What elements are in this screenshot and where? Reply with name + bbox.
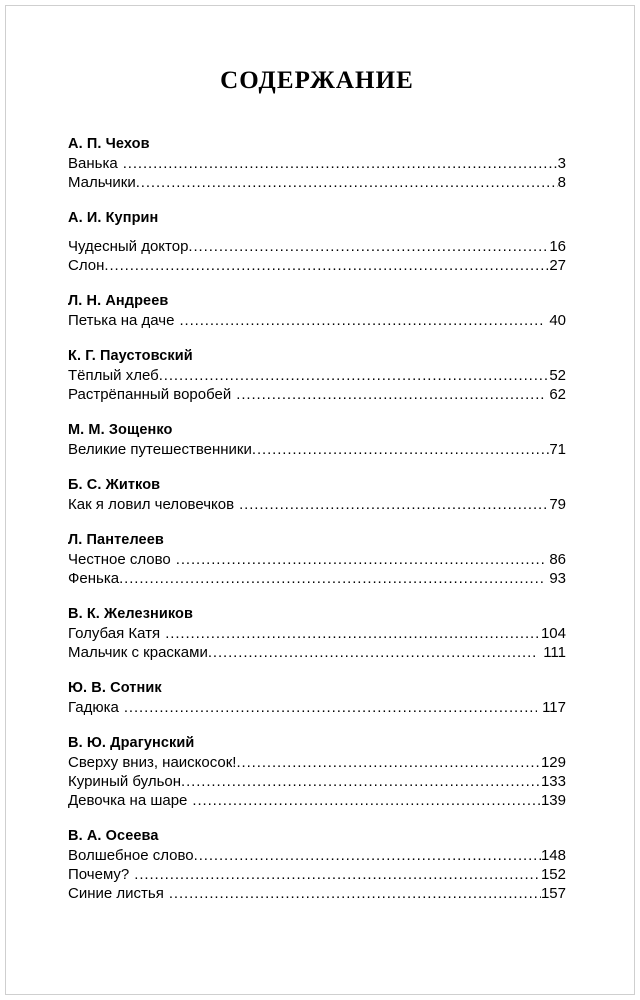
- toc-entry-page-number: 129: [540, 754, 566, 771]
- dot-leader: [236, 387, 544, 402]
- toc-entry-list: [68, 753, 566, 810]
- toc-entry[interactable]: [68, 311, 566, 330]
- toc-entry[interactable]: [68, 753, 566, 772]
- toc-entry-page-number: 27: [549, 257, 566, 274]
- toc-sections: [68, 135, 566, 903]
- dot-leader: [124, 700, 537, 715]
- toc-entry-list: [68, 550, 566, 588]
- toc-entry-list: [68, 440, 566, 459]
- dot-leader: [208, 645, 538, 660]
- toc-entry-title: Гадюка: [68, 699, 119, 716]
- toc-entry-title: Девочка на шаре: [68, 792, 188, 809]
- dot-leader: [119, 571, 544, 586]
- author-heading: А. П. Чехов: [68, 136, 150, 152]
- toc-entry[interactable]: [68, 846, 566, 865]
- toc-entry-page-number: 104: [540, 625, 566, 642]
- toc-entry-page-number: 62: [549, 386, 566, 403]
- toc-entry-page-number: 52: [549, 367, 566, 384]
- toc-entry-list: [68, 846, 566, 903]
- author-heading: В. А. Осеева: [68, 828, 159, 844]
- author-heading: К. Г. Паустовский: [68, 348, 193, 364]
- toc-entry[interactable]: [68, 643, 566, 662]
- author-heading: Ю. В. Сотник: [68, 680, 162, 696]
- author-heading: Б. С. Житков: [68, 477, 161, 493]
- toc-entry-page-number: 79: [549, 496, 566, 513]
- author-heading: Л. Н. Андреев: [68, 293, 169, 309]
- dot-leader: [188, 239, 549, 254]
- toc-entry-title: Растрёпанный воробей: [68, 386, 232, 403]
- author-heading: Л. Пантелеев: [68, 532, 164, 548]
- dot-leader: [179, 313, 544, 328]
- toc-entry[interactable]: [68, 550, 566, 569]
- toc-entry-page-number: 133: [540, 773, 566, 790]
- toc-section: [68, 421, 566, 459]
- dot-leader: [181, 774, 541, 789]
- toc-entry[interactable]: [68, 791, 566, 810]
- toc-entry-title: Куриный бульон: [68, 773, 182, 790]
- dot-leader: [169, 886, 541, 901]
- toc-entry-list: [68, 237, 566, 275]
- dot-leader: [236, 755, 540, 770]
- toc-entry-title: Чудесный доктор: [68, 238, 189, 255]
- toc-section: [68, 605, 566, 662]
- toc-entry-page-number: 40: [549, 312, 566, 329]
- dot-leader: [176, 552, 545, 567]
- toc-entry-title: Как я ловил человечков: [68, 496, 235, 513]
- toc-entry-title: Тёплый хлеб: [68, 367, 159, 384]
- toc-entry[interactable]: [68, 366, 566, 385]
- toc-entry-list: [68, 624, 566, 662]
- toc-entry-page-number: 8: [557, 174, 566, 191]
- toc-entry-title: Почему?: [68, 866, 130, 883]
- dot-leader: [165, 626, 541, 641]
- toc-entry-page-number: 93: [549, 570, 566, 587]
- dot-leader: [239, 497, 549, 512]
- toc-entry-title: Синие листья: [68, 885, 164, 902]
- toc-entry-page-number: 111: [543, 644, 566, 661]
- dot-leader: [194, 848, 541, 863]
- toc-entry-list: [68, 698, 566, 717]
- toc-entry-page-number: 86: [549, 551, 566, 568]
- dot-leader: [136, 175, 558, 190]
- toc-entry-title: Волшебное слово: [68, 847, 194, 864]
- toc-entry[interactable]: [68, 865, 566, 884]
- toc-content: [68, 0, 566, 903]
- toc-entry-page-number: 152: [540, 866, 566, 883]
- toc-section: [68, 531, 566, 588]
- toc-entry-title: Голубая Катя: [68, 625, 161, 642]
- toc-entry[interactable]: [68, 698, 566, 717]
- toc-entry-list: [68, 366, 566, 404]
- toc-entry[interactable]: [68, 495, 566, 514]
- toc-section: [68, 734, 566, 810]
- toc-entry[interactable]: [68, 884, 566, 903]
- toc-entry-list: [68, 154, 566, 192]
- toc-entry[interactable]: [68, 256, 566, 275]
- toc-entry[interactable]: [68, 173, 566, 192]
- toc-entry-title: Фенька: [68, 570, 120, 587]
- toc-entry-title: Петька на даче: [68, 312, 175, 329]
- toc-entry-title: Сверху вниз, наискосок!: [68, 754, 237, 771]
- author-heading: М. М. Зощенко: [68, 422, 173, 438]
- toc-section: [68, 292, 566, 330]
- toc-section: [68, 347, 566, 404]
- toc-entry-list: [68, 311, 566, 330]
- toc-entry[interactable]: [68, 624, 566, 643]
- toc-entry[interactable]: [68, 440, 566, 459]
- toc-section: [68, 476, 566, 514]
- toc-entry[interactable]: [68, 237, 566, 256]
- toc-entry-page-number: 139: [540, 792, 566, 809]
- toc-entry[interactable]: [68, 154, 566, 173]
- page-title: СОДЕРЖАНИЕ: [220, 67, 414, 94]
- toc-section: [68, 679, 566, 717]
- toc-section: [68, 135, 566, 192]
- toc-entry-page-number: 148: [540, 847, 566, 864]
- dot-leader: [134, 867, 541, 882]
- toc-entry-title: Мальчики: [68, 174, 136, 191]
- toc-entry-page-number: 3: [557, 155, 566, 172]
- toc-entry-title: Честное слово: [68, 551, 171, 568]
- toc-section: [68, 827, 566, 903]
- author-heading: А. И. Куприн: [68, 210, 159, 226]
- dot-leader: [159, 368, 550, 383]
- author-heading: В. К. Железников: [68, 606, 194, 622]
- author-heading: В. Ю. Драгунский: [68, 735, 195, 751]
- dot-leader: [104, 258, 549, 273]
- toc-entry[interactable]: [68, 569, 566, 588]
- toc-entry-title: Мальчик с красками: [68, 644, 208, 661]
- toc-entry-page-number: 117: [542, 699, 566, 716]
- toc-entry-title: Великие путешественники: [68, 441, 252, 458]
- dot-leader: [192, 793, 541, 808]
- toc-entry-title: Ванька: [68, 155, 118, 172]
- toc-section: [68, 209, 566, 275]
- toc-entry-list: [68, 495, 566, 514]
- toc-entry[interactable]: [68, 772, 566, 791]
- toc-entry-page-number: 71: [549, 441, 566, 458]
- toc-entry-title: Слон: [68, 257, 105, 274]
- toc-entry-page-number: 157: [540, 885, 566, 902]
- dot-leader: [123, 156, 558, 171]
- toc-entry[interactable]: [68, 385, 566, 404]
- dot-leader: [252, 442, 549, 457]
- toc-entry-page-number: 16: [549, 238, 566, 255]
